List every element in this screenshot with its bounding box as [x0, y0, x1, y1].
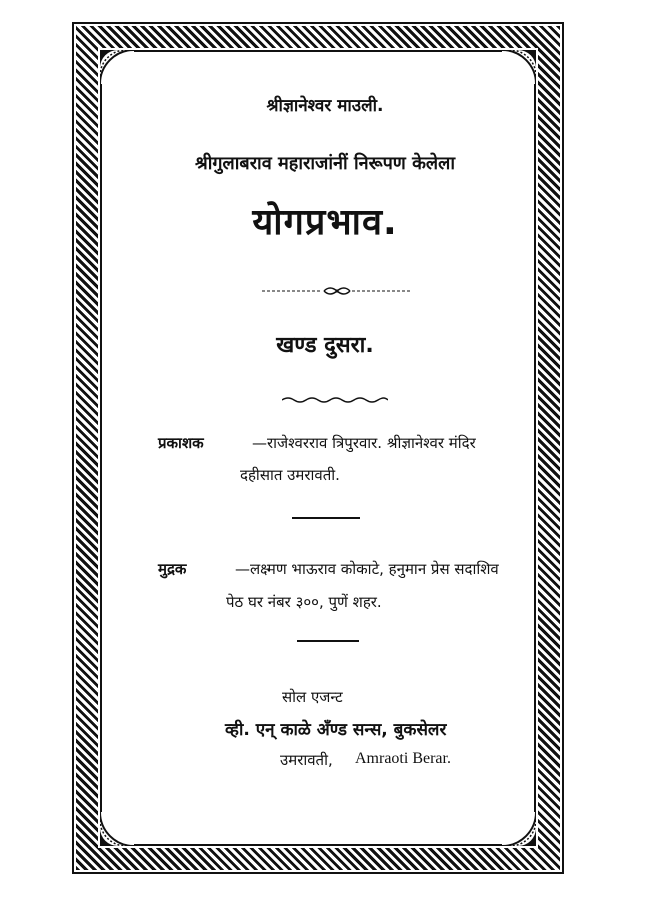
flourish-ornament-icon [262, 285, 412, 297]
printer-address: पेठ घर नंबर ३००, पुणें शहर. [226, 593, 382, 611]
publisher-name: —राजेश्वरराव त्रिपुरवार. श्रीज्ञानेश्वर मंदिर [252, 434, 476, 452]
invocation-line: श्रीज्ञानेश्वर माउली. [266, 96, 384, 116]
agent-city-english: Amraoti Berar. [355, 750, 451, 767]
printer-name: —लक्ष्मण भाऊराव कोकाटे, हनुमान प्रेस सदाशिव [235, 560, 499, 578]
corner-ornament-icon [100, 812, 134, 846]
publisher-label: प्रकाशक [158, 434, 204, 452]
corner-ornament-icon [502, 50, 536, 84]
printer-label: मुद्रक [158, 560, 187, 578]
corner-ornament-icon [100, 50, 134, 84]
wave-ornament-icon [282, 395, 388, 405]
divider [292, 517, 360, 519]
divider [297, 640, 359, 642]
book-title: योगप्रभाव. [252, 202, 398, 243]
author-line: श्रीगुलाबराव महाराजांनीं निरूपण केलेला [195, 153, 455, 174]
agent-label: सोल एजन्ट [282, 688, 343, 706]
corner-ornament-icon [502, 812, 536, 846]
volume-subtitle: खण्ड दुसरा. [276, 333, 374, 358]
agent-city: उमरावती, [280, 751, 333, 769]
publisher-address: दहीसात उमरावती. [240, 466, 340, 484]
agent-name: व्ही. एन् काळे अँण्ड सन्स, बुकसेलर [225, 720, 447, 740]
